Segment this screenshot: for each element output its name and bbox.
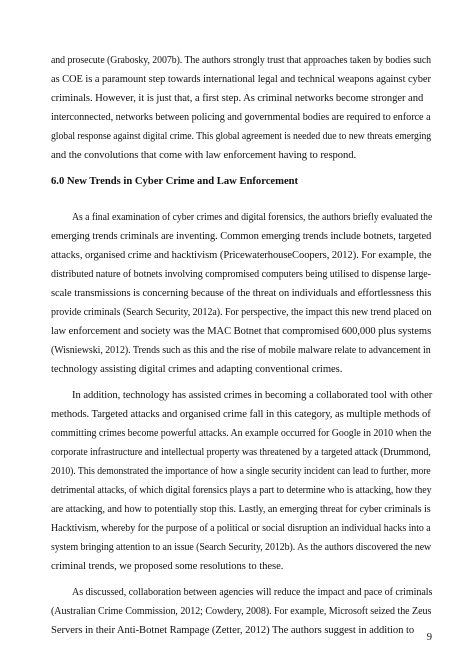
paragraph-3-line: In addition, technology has assisted crimes in becoming a collaborated tool with other: [72, 390, 433, 401]
paragraph-4-line: Servers in their Anti-Botnet Rampage (Zetter, 2012) The authors suggest in addition to: [51, 625, 415, 636]
paragraph-1-line: criminals. However, it is just that, a first step. As criminal networks become stronger and: [51, 93, 424, 104]
paragraph-1-line: as COE is a paramount step towards international legal and technical weapons against cyber: [51, 74, 431, 85]
paragraph-2-line: law enforcement and society was the MAC Botnet that compromised 600,000 plus systems: [51, 326, 432, 337]
paragraph-1-line: interconnected, networks between policing and governmental bodies are required to enforce a: [51, 112, 431, 123]
paragraph-3-line: system bringing attention to an issue (Search Security, 2012b). As the authors discovered the new: [51, 542, 432, 553]
paragraph-1-line: and prosecute (Grabosky, 2007b). The authors strongly trust that approaches taken by bodies such: [51, 55, 432, 66]
paragraph-2-line: technology assisting digital crimes and adapting conventional crimes.: [51, 364, 343, 375]
paragraph-1-line: global response against digital crime. This global agreement is needed due to new threats emerging: [51, 131, 432, 142]
paragraph-3-line: are attacking, and how to potentially stop this. Lastly, an emerging threat for cyber criminals is: [51, 504, 431, 515]
paragraph-2-line: (Wisniewski, 2012). Trends such as this and the rise of mobile malware relate to advancement in: [51, 345, 431, 356]
paragraph-3-line: criminal trends, we proposed some resolutions to these.: [51, 561, 284, 572]
paragraph-3-line: committing crimes become powerful attacks. An example occurred for Google in 2010 when the: [51, 428, 432, 439]
paragraph-2-line: As a final examination of cyber crimes and digital forensics, the authors briefly evaluated the: [72, 212, 433, 223]
paragraph-4-line: As discussed, collaboration between agencies will reduce the impact and pace of criminals: [72, 587, 433, 598]
paragraph-2-line: distributed nature of botnets involving compromised computers being utilised to dispense large-: [51, 269, 431, 280]
paragraph-2-line: emerging trends criminals are inventing. Common emerging trends include botnets, targeted: [51, 231, 432, 242]
page-number: 9: [426, 632, 432, 643]
paragraph-2-line: attacks, organised crime and hacktivism (PricewaterhouseCoopers, 2012). For example, the: [51, 250, 432, 261]
paragraph-3-line: methods. Targeted attacks and organised crime fall in this category, as multiple methods of: [51, 409, 431, 420]
section-heading: 6.0 New Trends in Cyber Crime and Law Enforcement: [51, 176, 299, 187]
paragraph-2-line: provide criminals (Search Security, 2012a). For perspective, the impact this new trend placed on: [51, 307, 432, 318]
paragraph-3-line: corporate infrastructure and intellectual property was threatened by a targeted attack (Drummond,: [51, 447, 431, 458]
paragraph-4-line: (Australian Crime Commission, 2012; Cowdery, 2008). For example, Microsoft seized the Zeus: [51, 606, 432, 617]
paragraph-1-line: and the convolutions that come with law enforcement having to respond.: [51, 150, 357, 161]
paragraph-2-line: scale transmissions is concerning because of the threat on individuals and effortlessness this: [51, 288, 432, 299]
paragraph-3-line: Hacktivism, whereby for the purpose of a political or social disruption an individual hacks into a: [51, 523, 431, 534]
paragraph-3-line: 2010). This demonstrated the importance of how a single security incident can lead to further, more: [51, 466, 431, 477]
paragraph-3-line: detrimental attacks, of which digital forensics plays a part to determine who is attacking, how they: [51, 485, 432, 496]
